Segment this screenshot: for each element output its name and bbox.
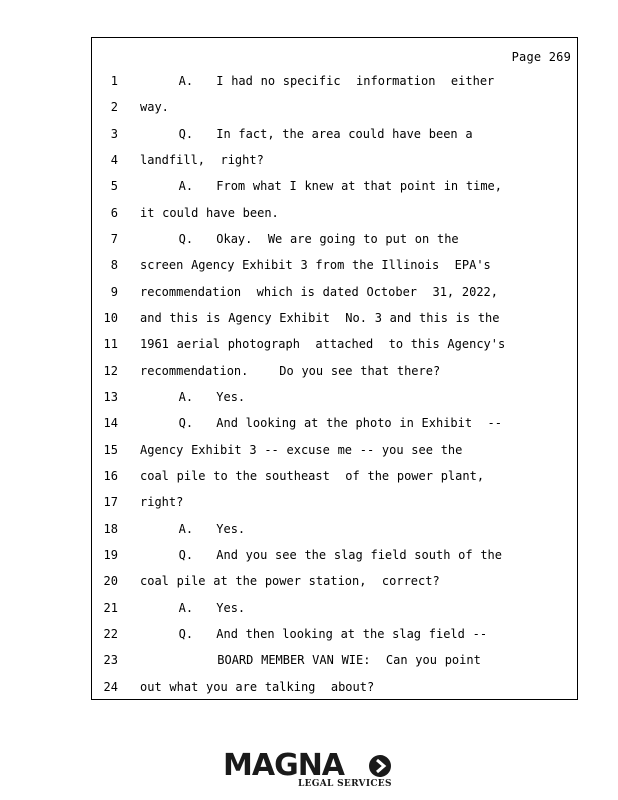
line-number: 17 [103,495,118,510]
line-text: and this is Agency Exhibit No. 3 and this is the [140,310,500,325]
transcript-line [92,410,577,436]
transcript-line [92,200,577,226]
line-text: out what you are talking about? [140,679,375,694]
arrow-circle-icon [369,755,391,777]
line-text: recommendation which is dated October 31, 2022, [140,284,499,299]
line-text: Q. And then looking at the slag field -- [140,626,488,641]
line-text: landfill, right? [140,152,264,167]
line-text: recommendation. Do you see that there? [140,363,441,378]
transcript-line [92,384,577,410]
line-text: A. Yes. [140,600,246,615]
line-number: 21 [103,600,118,615]
transcript-line [92,489,577,515]
line-number: 11 [103,337,118,352]
transcript-line [92,595,577,621]
line-text: it could have been. [140,205,279,220]
transcript-line [92,542,577,568]
transcript-line [92,647,577,673]
transcript-line [92,674,577,700]
line-number: 8 [110,258,118,273]
line-number: 14 [103,416,118,431]
transcript-line [92,252,577,278]
line-number: 1 [110,74,118,88]
line-text: coal pile to the southeast of the power plant, [140,468,485,483]
line-text: Q. Okay. We are going to put on the [140,231,459,246]
line-number: 9 [110,284,118,299]
transcript-line [92,147,577,173]
line-text: 1961 aerial photograph attached to this Agency's [140,337,506,352]
logo-wordmark: MAGNA [223,748,345,783]
transcript-line [92,437,577,463]
line-number: 5 [110,179,118,194]
line-number: 23 [103,653,118,668]
line-number: 20 [103,574,118,589]
line-text: way. [140,100,169,115]
line-number: 4 [110,152,118,167]
line-number: 7 [110,231,118,246]
logo-subtitle: LEGAL SERVICES [298,779,392,789]
transcript-line [92,94,577,120]
line-text: Q. And looking at the photo in Exhibit -- [140,416,503,431]
line-number: 10 [103,310,118,325]
transcript-line [92,331,577,357]
line-text: A. Yes. [140,521,246,536]
line-number: 18 [103,521,118,536]
line-text: A. From what I knew at that point in time, [140,179,503,194]
line-text: Agency Exhibit 3 -- excuse me -- you see the [140,442,463,457]
transcript-lines [92,68,577,700]
line-number: 15 [103,442,118,457]
line-text: BOARD MEMBER VAN WIE: Can you point [140,653,481,668]
transcript-line [92,463,577,489]
transcript-line [92,305,577,331]
line-number: 3 [110,126,118,141]
transcript-line [92,68,577,94]
transcript-line [92,568,577,594]
transcript-line [92,358,577,384]
line-number: 13 [103,389,118,404]
line-text: screen Agency Exhibit 3 from the Illinois EPA's [140,258,491,273]
line-text: Q. And you see the slag field south of the [140,547,503,562]
line-text: coal pile at the power station, correct? [140,574,440,589]
transcript-page [91,37,578,700]
transcript-line [92,121,577,147]
line-number: 12 [103,363,118,378]
line-number: 24 [103,679,118,694]
transcript-line [92,226,577,252]
transcript-line [92,173,577,199]
transcript-line [92,516,577,542]
line-text: right? [140,495,184,510]
line-number: 22 [103,626,118,641]
line-number: 6 [110,205,118,220]
transcript-line [92,279,577,305]
transcript-line [92,621,577,647]
line-text: A. Yes. [140,389,246,404]
line-number: 19 [103,547,118,562]
page-number: Page 269 [511,50,571,64]
line-text: Q. In fact, the area could have been a [140,126,473,141]
line-text: A. I had no specific information either [140,74,495,88]
line-number: 2 [110,100,118,115]
magna-logo [223,748,398,792]
line-number: 16 [103,468,118,483]
